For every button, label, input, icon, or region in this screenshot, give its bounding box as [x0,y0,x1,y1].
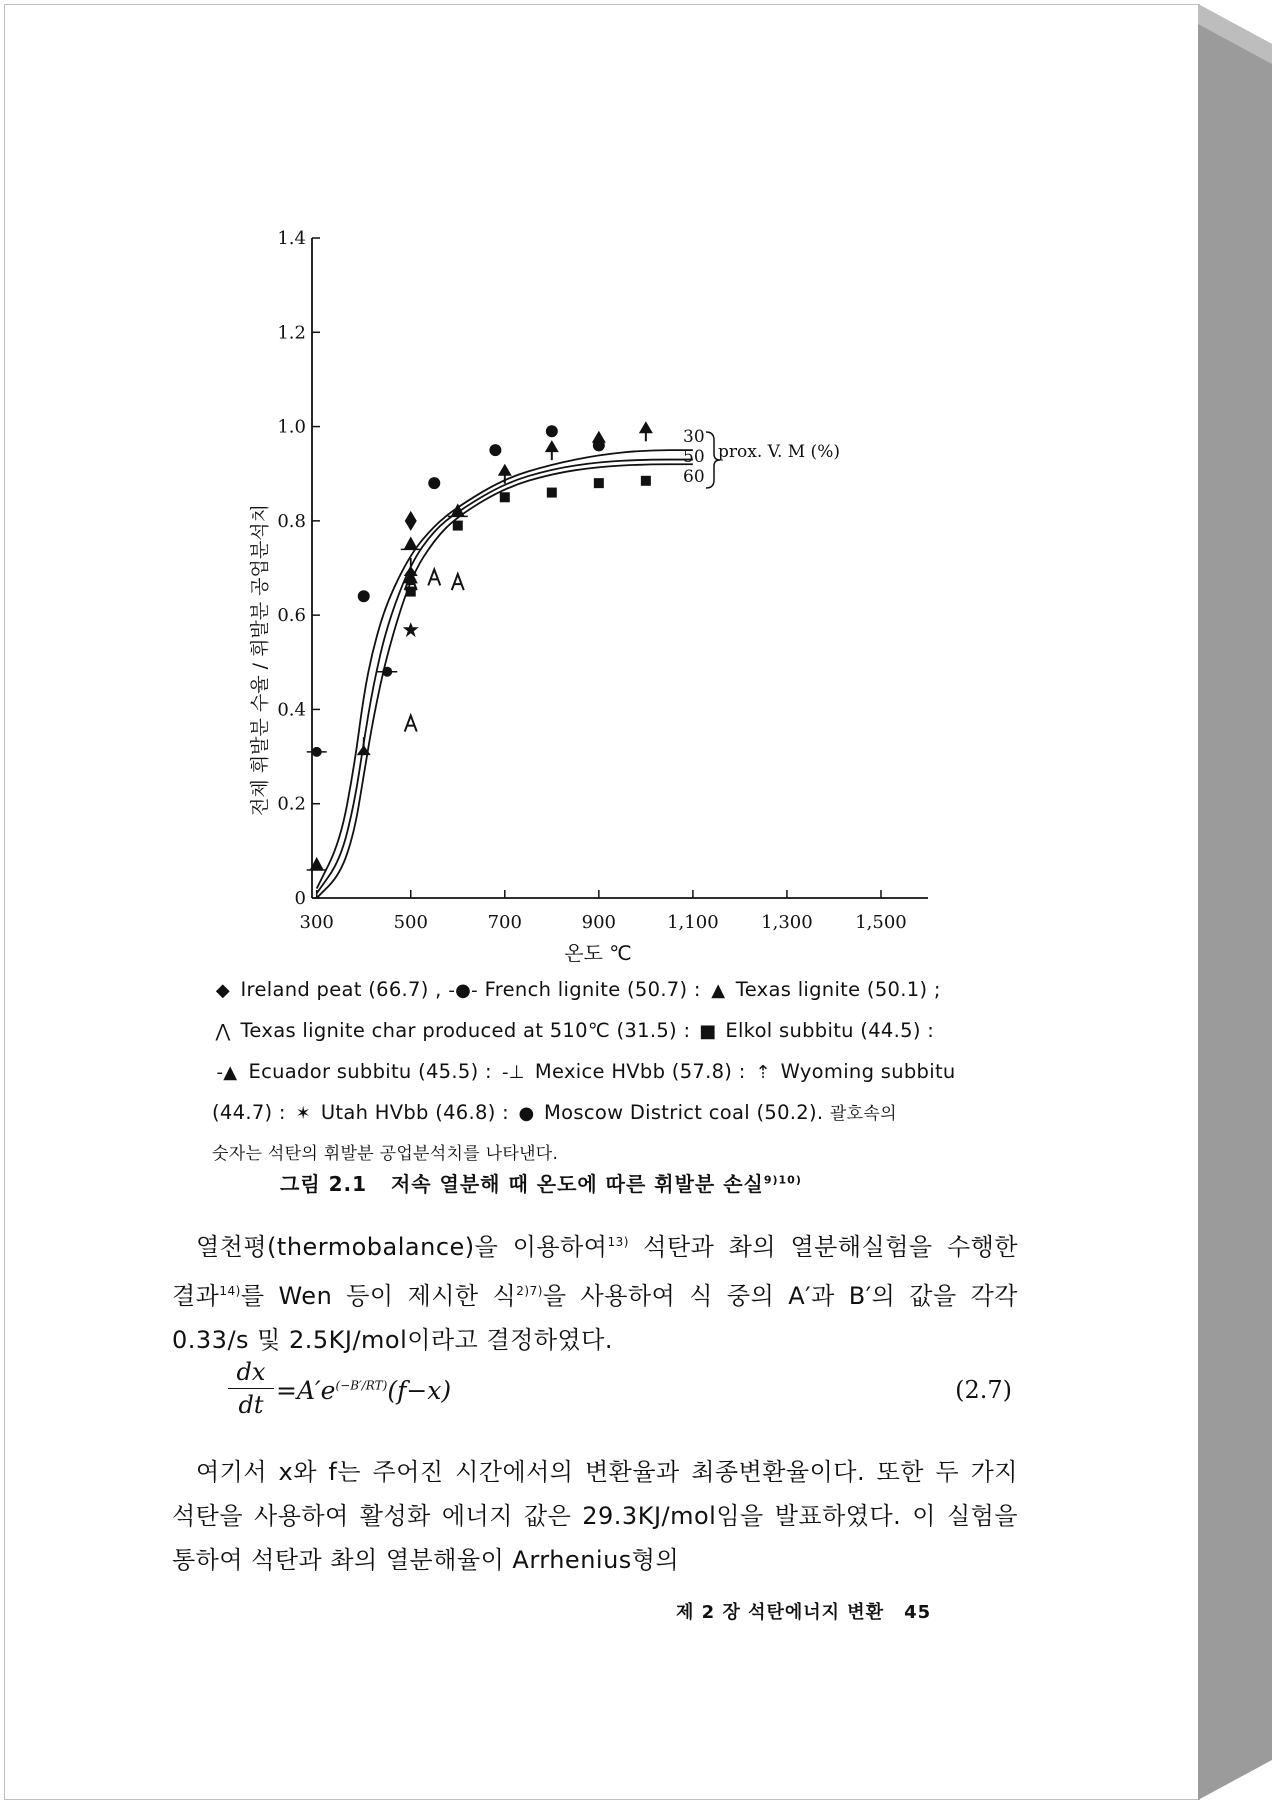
triangle-line-icon: -▲ [216,1062,238,1083]
diamond-icon: ◆ [215,980,231,1001]
p1-text-3: 를 Wen 등이 제시한 식 [240,1282,517,1310]
legend-texas-lignite: Texas lignite (50.1) ; [735,978,941,1001]
triangle-stem-icon: -⊥ [501,1062,525,1083]
legend-ecuador-subbitu: Ecuador subbitu (45.5) : [248,1060,492,1083]
point-circle-line [307,747,327,757]
x-tick-label: 900 [581,912,617,933]
point-circle-line [377,667,397,677]
page-footer [676,1598,931,1624]
y-axis-label: 전체 휘발분 수율 / 휘발분 공업분석치 [249,504,271,816]
point-triangle-line [307,857,327,870]
legend-row-2 [212,1011,972,1052]
point-square [453,521,463,531]
p1-ref-3: 2)7) [516,1284,543,1298]
y-tick-label: 0.4 [277,699,306,721]
equation-denominator: dt [238,1391,264,1419]
point-arrow [545,440,559,460]
point-square [594,478,604,488]
point-triangle-line [448,503,468,516]
point-triangle-line [401,536,421,549]
running-title: 제 2 장 석탄에너지 변환 [676,1602,885,1623]
equation-2-7 [192,1358,1012,1428]
chart-curves [317,450,693,898]
paragraph-2 [172,1450,1018,1582]
equation-rhs: $=A'e^{(-B'/RT)}(f-x)$ [276,1376,452,1405]
p1-ref-1: 13) [607,1235,629,1249]
chart-legend [212,970,972,1174]
point-square [641,476,651,486]
figure-number: 그림 2.1 [280,1172,368,1196]
point-arch [452,574,464,590]
point-dot [428,477,440,489]
y-tick-label: 0 [294,888,306,909]
point-dot [593,439,605,451]
x-tick-label: 1,500 [855,912,907,933]
point-star [403,622,419,637]
triangle-icon: ▲ [711,980,726,1001]
legend-ireland-peat: Ireland peat (66.7) , [240,978,442,1001]
point-arrow [498,464,512,484]
square-icon: ■ [699,1021,717,1042]
arrow-icon: ⇡ [755,1062,771,1083]
equation-exponent: (−B′/RT) [335,1378,388,1393]
point-square [500,492,510,502]
equation-fraction [228,1358,274,1419]
curve-label-50: 50 [683,447,705,467]
figure-title: 저속 열분해 때 온도에 따른 휘발분 손실 [390,1172,764,1196]
legend-row-4 [212,1093,972,1134]
y-tick-label: 0.2 [277,793,306,815]
y-tick-label: 1.4 [277,228,306,249]
curve-label-60: 60 [683,467,705,487]
p1-text-2: 석탄과 촤의 열분해실험을 수행한 결과 [172,1233,1019,1310]
chart-ticks [277,228,906,933]
curve-group-label: prox. V. M (%) [718,442,840,462]
y-tick-label: 1.2 [277,322,306,344]
figure-ref: 9)10) [763,1173,802,1187]
page-number: 45 [904,1602,932,1623]
p1-ref-2: 14) [219,1284,241,1298]
legend-row-3 [212,1052,972,1093]
legend-note-start: 괄호속의 [829,1104,897,1124]
x-axis-label: 온도 ℃ [564,941,632,965]
arch-icon: ⋀ [215,1021,231,1042]
p1-text-4: 을 사용하여 식 중의 A′과 B′의 값을 각각 0.33/s 및 2.5KJ/mol이라고 결정하였다. [172,1282,1018,1354]
point-square [547,488,557,498]
point-arrow [639,421,653,441]
equation-numerator: dx [228,1358,274,1389]
p1-text-1: 열천평(thermobalance)을 이용하여 [196,1233,608,1261]
circle-line-icon: -●- [448,980,478,1001]
point-arch [405,716,417,732]
equation-number: (2.7) [955,1376,1012,1404]
curve-60 [317,464,693,898]
point-dot [489,444,501,456]
y-tick-label: 0.8 [277,510,306,532]
legend-utah-hvbb: Utah HVbb (46.8) : [320,1101,509,1124]
x-tick-label: 300 [299,912,334,933]
x-tick-label: 1,300 [761,912,813,933]
legend-elkol-subbitu: Elkol subbitu (44.5) : [725,1019,935,1042]
point-square [406,587,416,597]
y-tick-label: 0.6 [277,605,306,627]
dot-icon: ● [518,1103,535,1124]
y-tick-label: 1.0 [277,416,306,438]
paragraph-1 [172,1220,1018,1362]
star-icon: ✶ [295,1103,311,1124]
legend-moscow-coal: Moscow District coal (50.2). [544,1101,824,1124]
curve-50 [317,460,693,894]
x-tick-label: 500 [393,912,428,933]
curve-30 [317,450,693,888]
figure-caption [280,1168,802,1197]
point-arch [428,569,440,585]
legend-texas-lignite-char: Texas lignite char produced at 510℃ (31.5) : [240,1019,691,1042]
curve-label-30: 30 [683,427,705,447]
legend-wyoming-value: (44.7) : [212,1101,286,1124]
point-triangle-stem [404,558,418,576]
point-dot [546,425,558,437]
x-tick-label: 1,100 [667,912,719,933]
curve-labels [683,427,840,488]
point-diamond [405,511,417,531]
legend-wyoming-subbitu: Wyoming subbitu [780,1060,956,1083]
x-tick-label: 700 [487,912,522,933]
legend-french-lignite: French lignite (50.7) : [484,978,701,1001]
legend-mexice-hvbb: Mexice HVbb (57.8) : [534,1060,746,1083]
p2-text: 여기서 x와 f는 주어진 시간에서의 변환율과 최종변환율이다. 또한 두 가지 석탄을 사용하여 활성화 에너지 값은 29.3KJ/mol임을 발표하였다. 이 실험을 통하여 석탄과 촤의 열분해율이 Arrhenius형의 [172,1458,1018,1574]
legend-row-1 [212,970,972,1011]
legend-note: 숫자는 석탄의 휘발분 공업분석치를 나타낸다. [212,1144,559,1164]
point-dot [358,590,370,602]
